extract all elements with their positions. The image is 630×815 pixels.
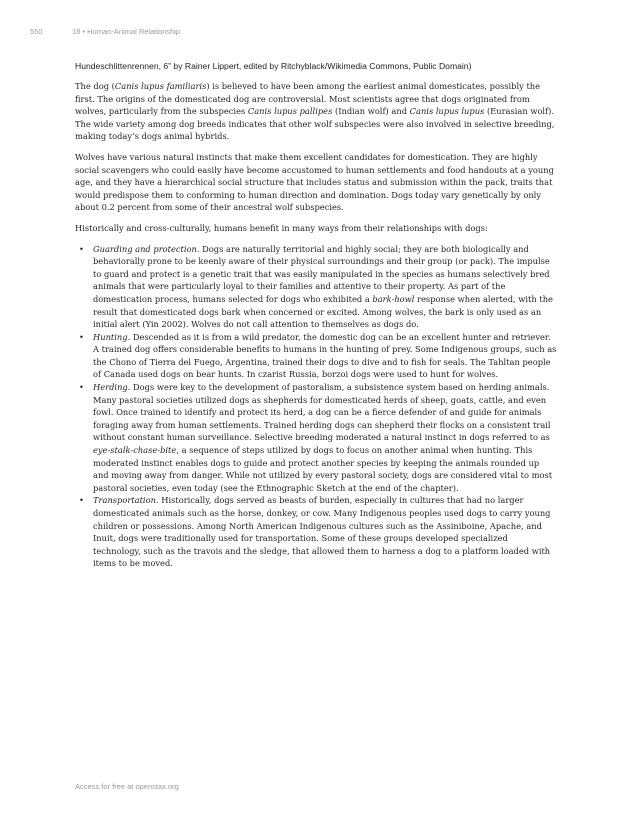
footer-link[interactable]: Access for free at openstax.org [75,782,179,791]
bullet-glyph: • [79,331,84,342]
running-title: 18 • Human-Animal Relationship [72,27,181,36]
paragraph-origins [75,80,557,143]
list-item [79,331,557,381]
list-item-text: . Dogs were key to the development of pastoralism, a subsistence system based on herding animals. Many pastoral societies utilized dogs as shepherds for domesticated herds of sheep, goats, cattle, and even fowl. Once trained to identify and protect its herd, a dog can be a fierce defender of and guide for animals foraging away from human settlements. Trained herding dogs can shepherd their flocks on a consistent trail without constant human surveillance. Selective breeding moderated a natural instinct in dogs referred to as [93,382,551,443]
list-item-text: . Historically, dogs served as beasts of burden, especially in cultures that had no larger domesticated animals such as the horse, donkey, or cow. Many Indigenous peoples used dogs to carry young children or possessions. Among North American Indigenous cultures such as the Assiniboine, Apache, and Inuit, dogs were traditionally used for transportation. Some of these groups developed specialized technology, such as the travois and the sledge, that allowed them to harness a dog to a platform loaded with items to be moved. [93,495,551,569]
list-item-term: Transportation [93,495,156,506]
benefits-list [75,243,557,570]
list-item-text: response when alerted, with the result that domesticated dogs bark when concerned or excited. Among wolves, the bark is only used as an initial alert (Yin 2002). Wolves do not call attention to themselves as dogs do. [93,293,553,330]
list-item [79,381,557,494]
list-item [79,494,557,570]
bullet-glyph: • [79,243,84,254]
list-item [79,243,557,331]
list-item-term: Hunting [93,331,128,342]
bullet-glyph: • [79,382,84,393]
page-number: 550 [30,27,43,36]
figure-caption: Hundeschlittenrennen, 6” by Rainer Lippert, edited by Ritchyblack/Wikimedia Commons, Public Domain) [75,61,472,71]
species-name: Canis lupus lupus [409,106,485,117]
paragraph-text: The dog ( [75,81,115,91]
paragraph-benefits-intro: Historically and cross-culturally, humans benefit in many ways from their relationships with dogs: [75,222,488,233]
species-name: Canis lupus familiaris [114,81,207,91]
page-content [75,60,557,570]
list-item-emphasis: eye-stalk-chase-bite [93,445,177,456]
paragraph-text: ) is believed to have been among the earliest animal domesticates, possibly the first. The origins of the domesticated dog are controversial. Most scientists agree that dogs originated from wolves, particularly from the subspecies [75,81,541,117]
running-head [30,27,180,36]
list-item-emphasis: bark-howl [372,293,415,304]
paragraph-text: (Indian wolf) and [332,106,410,117]
species-name: Canis lupus pallipes [247,106,333,117]
paragraph-instincts: Wolves have various natural instincts that make them excellent candidates for domestication. They are highly social scavengers who could easily have become accustomed to human settlements and food handouts at a young age, and they have a hierarchical social structure that includes status and submission within the pack, traits that would predispose them to conforming to human direction and domination. Dogs today vary genetically by only about 0.2 percent from some of their ancestral wolf subspecies. [75,151,554,213]
bullet-glyph: • [79,495,84,506]
list-item-text: , a sequence of steps utilized by dogs to focus on another animal when hunting. This moderated instinct enables dogs to guide and protect another species by keeping the animals rounded up and moving away from danger. While not utilized by every pastoral society, dogs are considered vital to most pastoral societies, even today (see the Ethnographic Sketch at the end of the chapter). [93,445,553,493]
list-item-text: . Descended as it is from a wild predator, the domestic dog can be an excellent hunter and retriever. A trained dog offers considerable benefits to humans in the hunting of prey. Some Indigenous groups, such as the Chono of Tierra del Fuego, Argentina, trained their dogs to dive and to fish for seals. The Tahltan people of Canada used dogs on bear hunts. In czarist Russia, borzoi dogs were used to hunt for wolves. [93,331,557,380]
paragraph-text: (Eurasian wolf). The wide variety among dog breeds indicates that other wolf subspecies were also involved in selective breeding, making today’s dogs animal hybrids. [75,106,555,142]
list-item-term: Guarding and protection [93,243,197,254]
list-item-term: Herding [93,382,128,393]
list-item-text: . Dogs are naturally territorial and highly social; they are both biologically and behaviorally prone to be keenly aware of their physical surroundings and their group (or pack). The impulse to guard and protect is a genetic trait that was easily manipulated in the species as humans selectively bred animals that were particularly loyal to their families and attentive to their property. As part of the domestication process, humans selected for dogs who exhibited a [93,243,550,304]
